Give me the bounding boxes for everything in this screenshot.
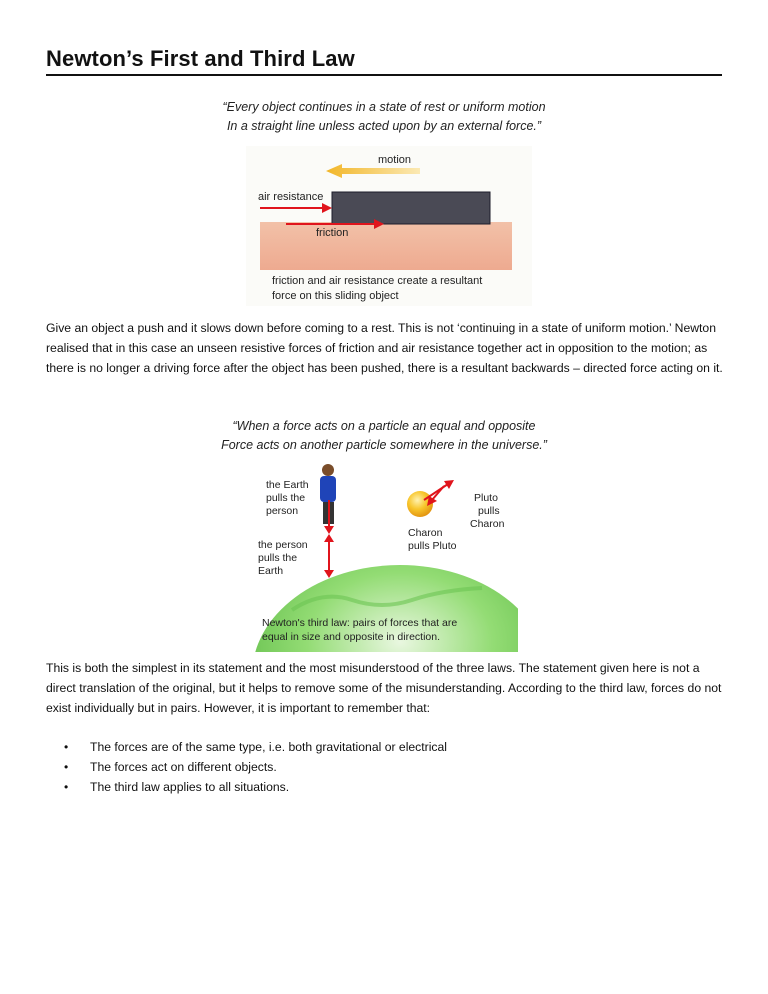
pluto-label: Pluto <box>474 492 498 504</box>
sliding-object-figure <box>246 146 532 306</box>
bullet-list <box>64 737 447 797</box>
list-item-text: The forces act on different objects. <box>90 760 277 774</box>
motion-label: motion <box>378 154 412 166</box>
sliding-block <box>332 192 490 224</box>
figure-caption: equal in size and opposite in direction. <box>262 631 441 643</box>
bullet-icon: • <box>64 740 69 754</box>
ground-surface <box>260 222 512 270</box>
friction-label: friction <box>316 227 349 239</box>
list-item <box>64 777 447 797</box>
figure-caption: Newton's third law: pairs of forces that are <box>262 617 458 629</box>
third-law-quote <box>0 417 768 455</box>
list-item <box>64 757 447 777</box>
earth-pulls-label: person <box>266 505 299 517</box>
person-pulls-label: pulls the <box>258 552 298 564</box>
pluto-label: Charon <box>470 518 505 530</box>
list-item <box>64 737 447 757</box>
person-body <box>320 476 336 502</box>
list-item-text: The third law applies to all situations. <box>90 780 290 794</box>
person-pulls-label: Earth <box>258 565 284 577</box>
air-resistance-label: air resistance <box>258 191 324 203</box>
earth-pulls-label: the Earth <box>266 479 309 491</box>
first-law-quote <box>0 98 768 136</box>
quote-line: In a straight line unless acted upon by an external force.” <box>226 119 542 133</box>
person-pulls-label: the person <box>258 539 308 551</box>
figure-caption: force on this sliding object <box>272 290 399 302</box>
page-title: Newton’s First and Third Law <box>46 46 355 71</box>
third-law-figure <box>252 460 518 652</box>
quote-line: “Every object continues in a state of rest or uniform motion <box>222 100 546 114</box>
person-leg <box>323 502 328 524</box>
person-head <box>322 464 334 476</box>
bullet-icon: • <box>64 760 69 774</box>
paragraph-third-law: This is both the simplest in its statement and the most misunderstood of the three laws. The statement given here is not a direct translation of the original, but it helps to remove some of the misunderstanding. According to the third law, forces do not exist individually but in pairs. However, it is important to remember that: <box>46 661 722 715</box>
pluto-label: pulls <box>478 505 500 517</box>
list-item-text: The forces are of the same type, i.e. both gravitational or electrical <box>90 740 448 754</box>
earth-pulls-label: pulls the <box>266 492 306 504</box>
bullet-icon: • <box>64 780 69 794</box>
quote-line: “When a force acts on a particle an equal and opposite <box>232 419 536 433</box>
charon-label: pulls Pluto <box>408 540 457 552</box>
figure-caption: friction and air resistance create a resultant <box>272 275 483 287</box>
quote-line: Force acts on another particle somewhere in the universe.” <box>221 438 547 452</box>
paragraph-first-law: Give an object a push and it slows down before coming to a rest. This is not ‘continuing in a state of uniform motion.’ Newton realised that in this case an unseen resistive forces of friction and air resistance together act in opposition to the motion; as there is no longer a driving force after the object has been pushed, there is a resultant backwards – directed force acting on it. <box>46 321 723 375</box>
charon-label: Charon <box>408 527 443 539</box>
title-underline <box>46 74 722 76</box>
